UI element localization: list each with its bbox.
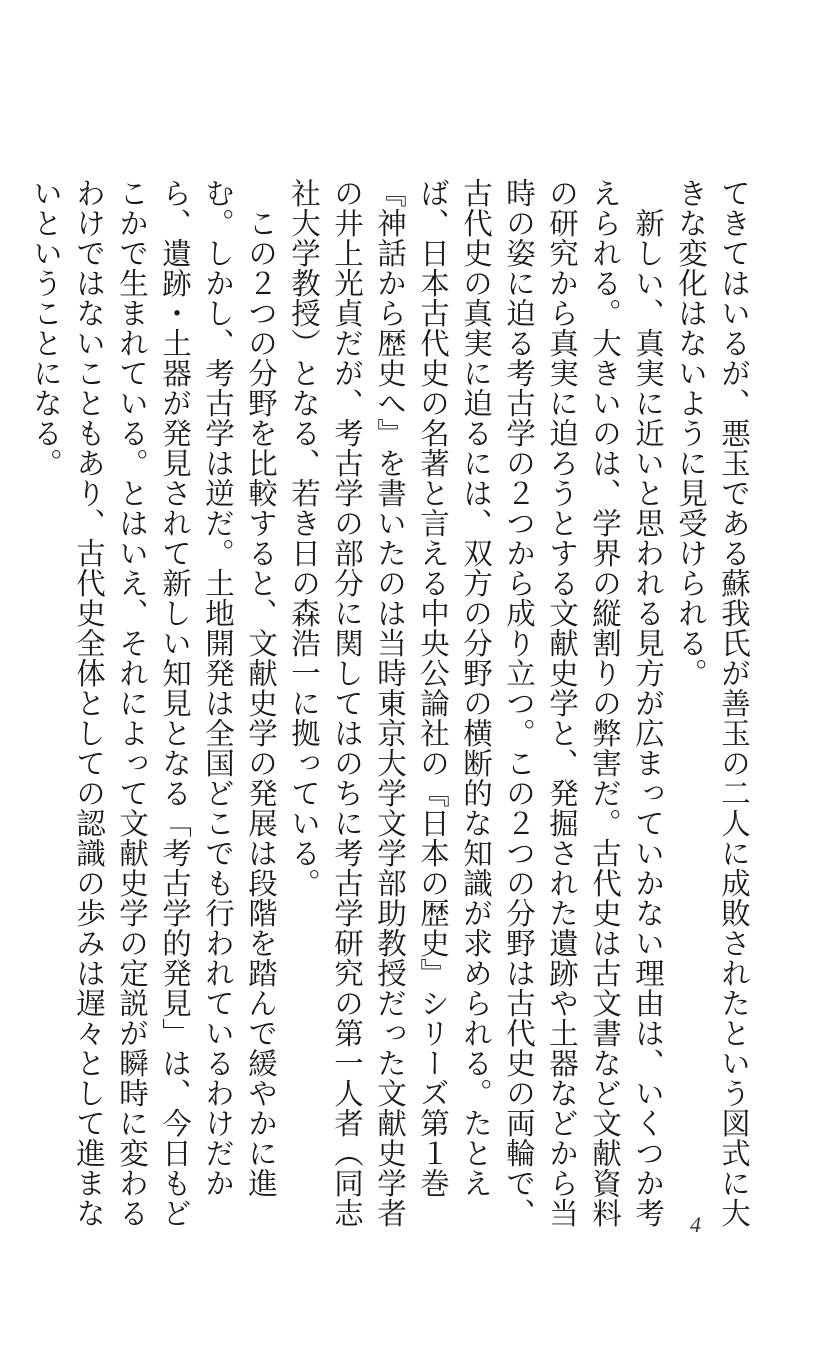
paragraph-2: 新しい、真実に近いと思われる見方が広まっていかない理由は、いくつか考えられる。大きいのは、学界の縦割りの弊害だ。古代史は古文書など文献資料の研究から真実に迫ろうとする文献史学と、発掘された遺跡や土器などから当時の姿に迫る考古学の２つから成り立つ。この２つの分野は古代史の両輪で、古代史の真実に迫るには、双方の分野の横断的な知識が求められる。たとえば、日本古代史の名著と言える中央公論社の『日本の歴史』シリーズ第１巻『神話から歴史へ』を書いたのは当時東京大学文学部助教授だった文献史学者の井上光貞だが、考古学の部分に関してはのちに考古学研究の第一人者（同志社大学教授）となる、若き日の森浩一に拠っている。 <box>287 178 665 1228</box>
paragraph-1: てきてはいるが、悪玉である蘇我氏が善玉の二人に成敗されたという図式に大きな変化はないように見受けられる。 <box>674 178 751 1228</box>
body-text <box>24 178 755 1228</box>
page-number: 4 <box>690 1212 701 1237</box>
paragraph-3: この２つの分野を比較すると、文献史学の発展は段階を踏んで緩やかに進む。しかし、考古学は逆だ。土地開発は全国どこでも行われているわけだから、遺跡・土器が発見されて新しい知見となる「考古学的発見」は、今日もどこかで生まれている。とはいえ、それによって文献史学の定説が瞬時に変わるわけではないこともあり、古代史全体としての認識の歩みは遅々として進まないということになる。 <box>29 178 278 1228</box>
